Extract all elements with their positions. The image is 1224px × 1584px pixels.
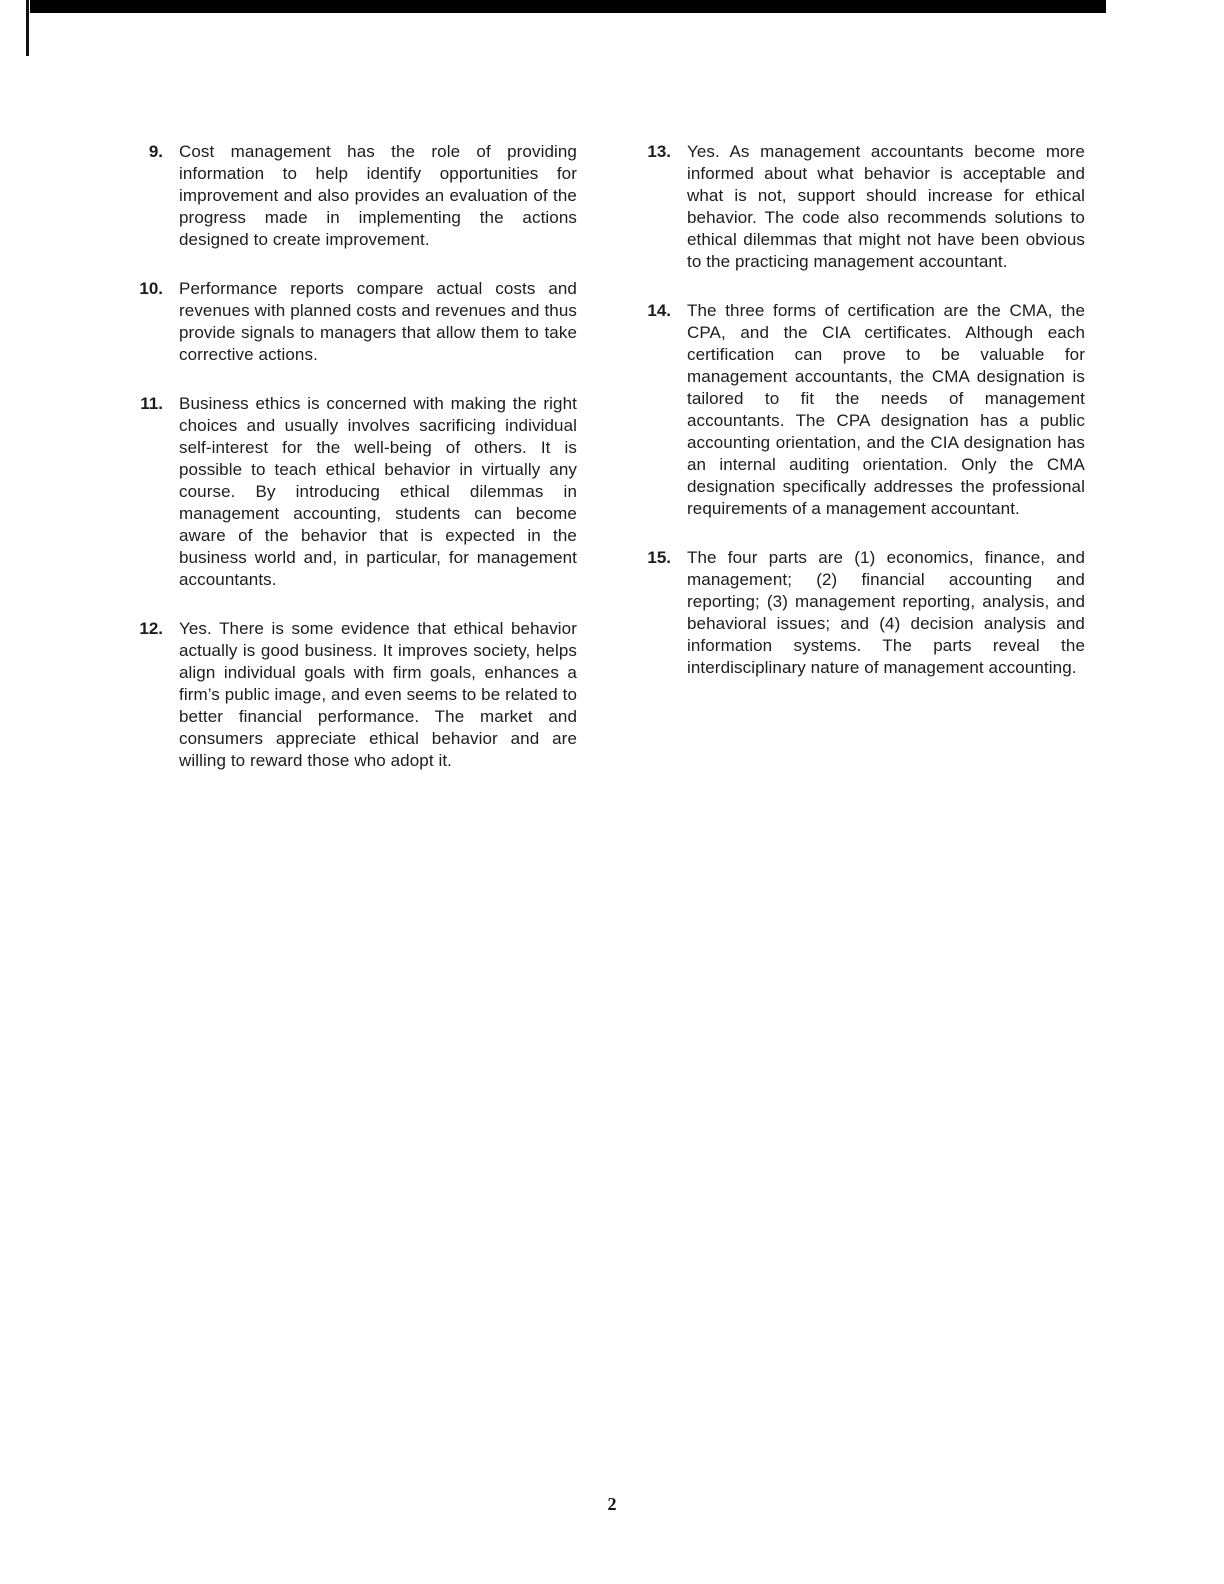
right-column [637, 141, 1085, 772]
answer-text: The three forms of certification are the CMA, the CPA, and the CIA certificates. Although each certification can prove to be valuable for management accountants, the CMA designation is tailored to fit the needs of management accountants. The CPA designation has a public accounting orientation, and the CIA designation has an internal auditing orientation. Only the CMA designation specifically addresses the professional requirements of a management accountant. [687, 301, 1085, 518]
scan-artifact-top-bar [30, 0, 1106, 13]
page-content [129, 141, 1085, 772]
answer-number: 9. [148, 142, 163, 161]
answer-number: 11. [140, 394, 163, 413]
answer-item-15 [637, 547, 1085, 679]
answer-item-10 [129, 278, 577, 366]
answer-text: Cost management has the role of providing information to help identify opportunities for improvement and also provides an evaluation of the progress made in implementing the actions designed to create improvement. [179, 142, 577, 249]
answer-text: Yes. There is some evidence that ethical behavior actually is good business. It improves society, helps align individual goals with firm goals, enhances a firm’s public image, and even seems to be related to better financial performance. The market and consumers appreciate ethical behavior and are willing to reward those who adopt it. [179, 619, 577, 770]
answer-number: 14. [647, 301, 671, 320]
answer-item-13 [637, 141, 1085, 273]
answer-item-12 [129, 618, 577, 772]
page-number: 2 [607, 1494, 617, 1514]
answer-number: 15. [647, 548, 671, 567]
answer-item-9 [129, 141, 577, 251]
answer-item-14 [637, 300, 1085, 520]
scan-artifact-left-tick [26, 0, 29, 56]
answer-text: Yes. As management accountants become more informed about what behavior is acceptable and what is not, support should increase for ethical behavior. The code also recommends solutions to ethical dilemmas that might not have been obvious to the practicing management accountant. [687, 142, 1085, 271]
answer-number: 10. [139, 279, 163, 298]
answer-number: 13. [647, 142, 671, 161]
answer-text: Business ethics is concerned with making the right choices and usually involves sacrificing individual self-interest for the well-being of others. It is possible to teach ethical behavior in virtually any course. By introducing ethical dilemmas in management accounting, students can become aware of the behavior that is expected in the business world and, in particular, for management accountants. [179, 394, 577, 589]
answer-text: The four parts are (1) economics, finance, and management; (2) financial accounting and reporting; (3) management reporting, analysis, and behavioral issues; and (4) decision analysis and information systems. The parts reveal the interdisciplinary nature of management accounting. [687, 548, 1085, 677]
left-column [129, 141, 577, 772]
answer-number: 12. [139, 619, 163, 638]
answer-item-11 [129, 393, 577, 591]
answer-text: Performance reports compare actual costs and revenues with planned costs and revenues and thus provide signals to managers that allow them to take corrective actions. [179, 279, 577, 364]
